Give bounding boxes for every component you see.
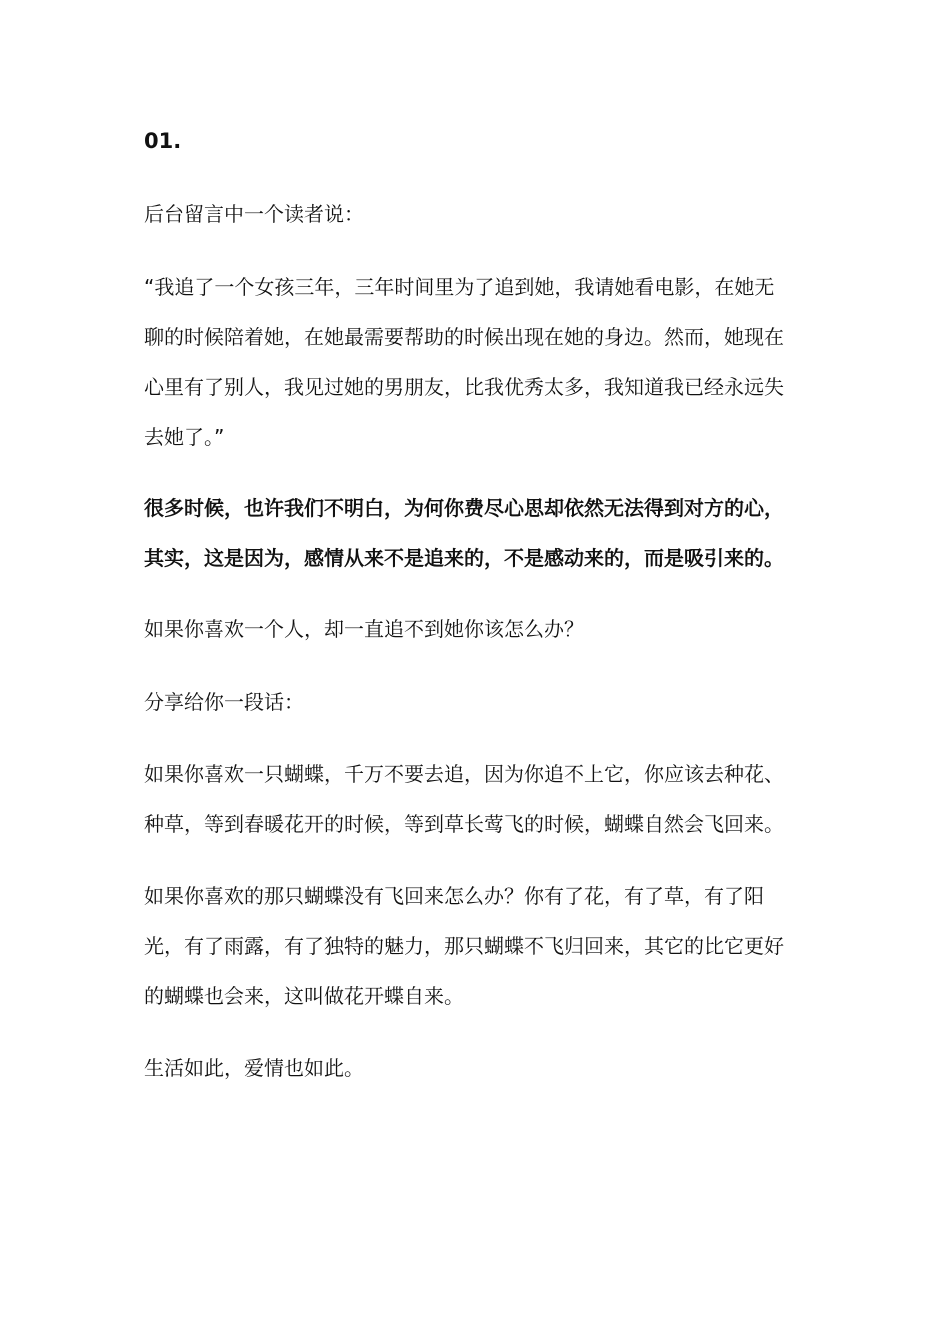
share-paragraph bbox=[144, 677, 812, 727]
intro-paragraph bbox=[144, 189, 812, 239]
if-not-line: 光，有了雨露，有了独特的魅力，那只蝴蝶不飞归回来，其它的比它更好 bbox=[144, 934, 784, 958]
if-not-line: 的蝴蝶也会来，这叫做花开蝶自来。 bbox=[144, 984, 464, 1008]
closing-paragraph bbox=[144, 1043, 812, 1093]
butterfly-line: 如果你喜欢一只蝴蝶，千万不要去追，因为你追不上它，你应该去种花、 bbox=[144, 762, 784, 786]
if-not-returned-paragraph bbox=[144, 871, 812, 1021]
reader-quote-paragraph bbox=[144, 262, 812, 462]
question-line: 如果你喜欢一个人，却一直追不到她你该怎么办？ bbox=[144, 617, 584, 641]
question-paragraph bbox=[144, 604, 812, 654]
section-number-heading: 01. bbox=[144, 129, 182, 153]
closing-line: 生活如此，爱情也如此。 bbox=[144, 1056, 364, 1080]
share-line: 分享给你一段话： bbox=[144, 690, 304, 714]
butterfly-line: 种草，等到春暖花开的时候，等到草长莺飞的时候，蝴蝶自然会飞回来。 bbox=[144, 812, 784, 836]
quote-line: 心里有了别人，我见过她的男朋友，比我优秀太多，我知道我已经永远失 bbox=[144, 375, 784, 399]
intro-line: 后台留言中一个读者说： bbox=[144, 202, 364, 226]
emphasis-line: 其实，这是因为，感情从来不是追来的，不是感动来的，而是吸引来的。 bbox=[144, 546, 784, 570]
quote-line: 聊的时候陪着她，在她最需要帮助的时候出现在她的身边。然而，她现在 bbox=[144, 325, 784, 349]
if-not-line: 如果你喜欢的那只蝴蝶没有飞回来怎么办？你有了花，有了草，有了阳 bbox=[144, 884, 764, 908]
emphasis-paragraph bbox=[144, 483, 812, 583]
emphasis-line: 很多时候，也许我们不明白，为何你费尽心思却依然无法得到对方的心， bbox=[144, 496, 784, 520]
butterfly-paragraph bbox=[144, 749, 812, 849]
quote-line: “我追了一个女孩三年，三年时间里为了追到她，我请她看电影，在她无 bbox=[144, 275, 775, 299]
quote-line: 去她了。” bbox=[144, 425, 225, 449]
